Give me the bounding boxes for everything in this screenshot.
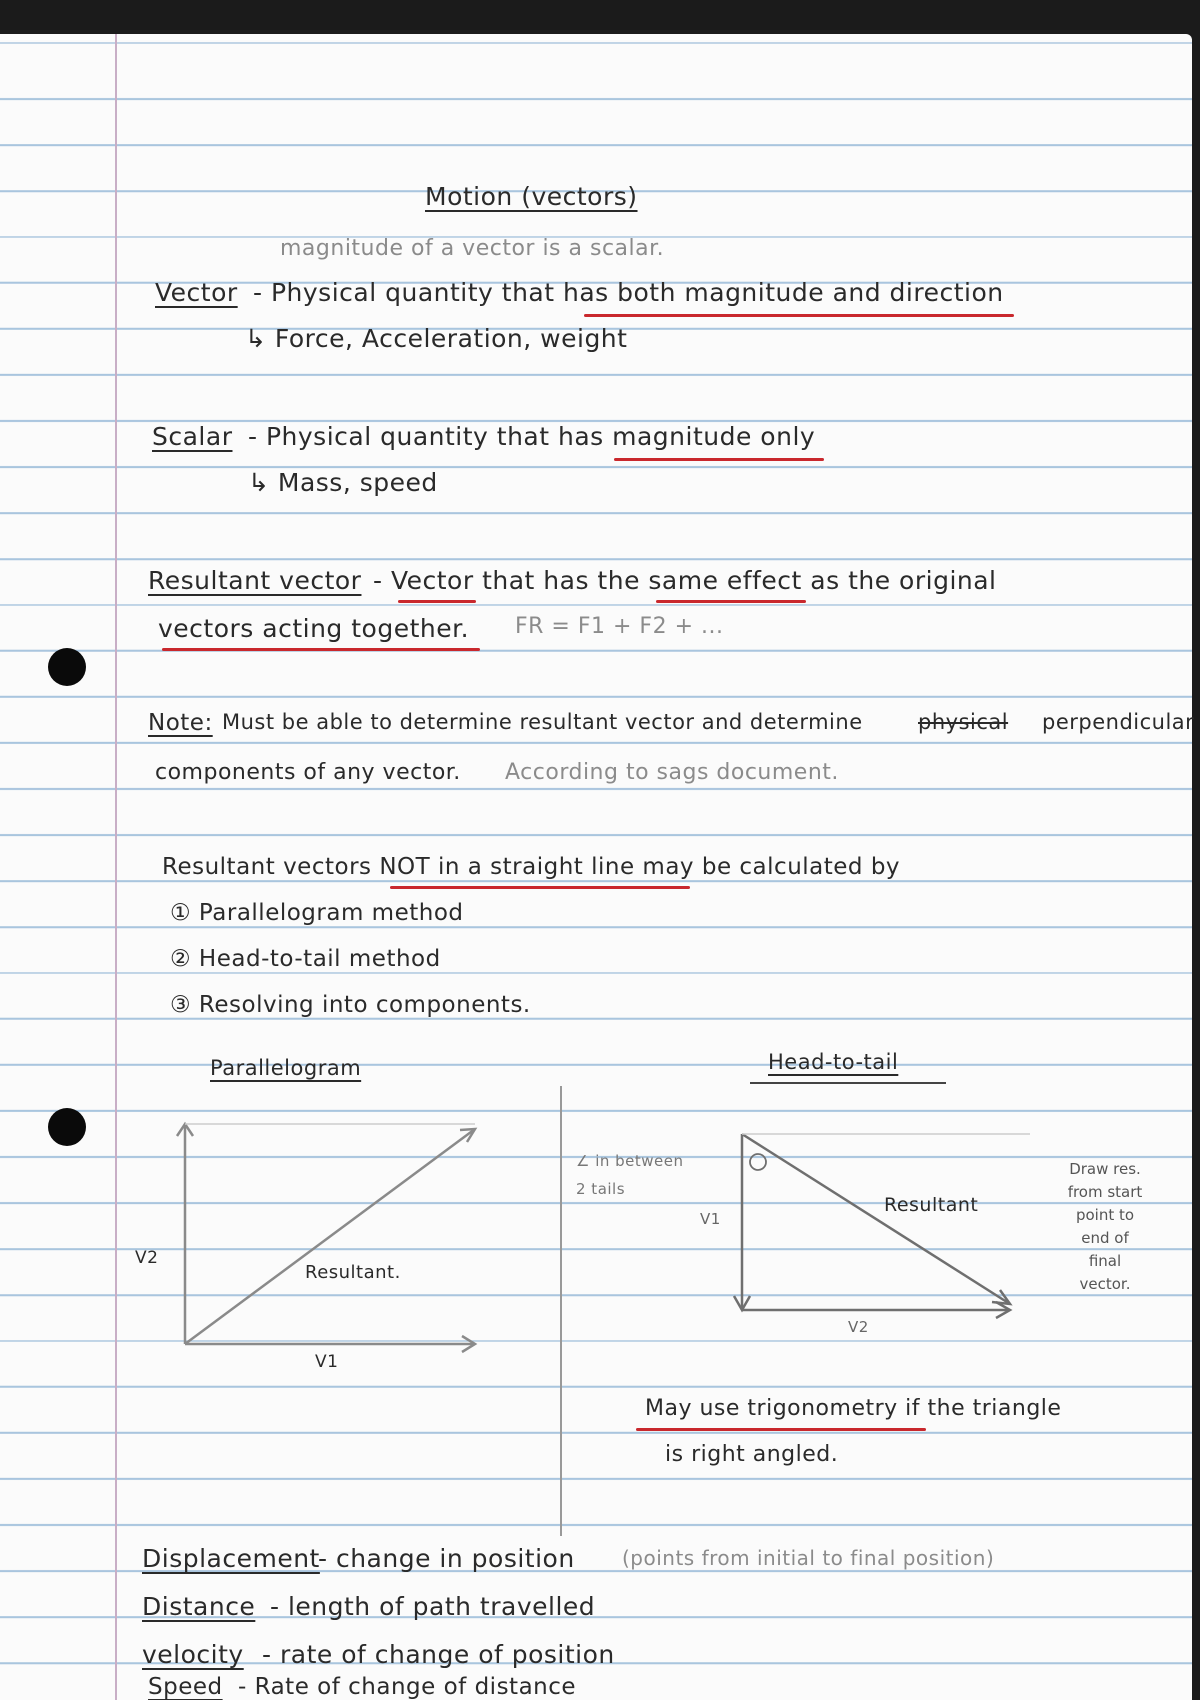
parallelogram-heading: Parallelogram bbox=[210, 1056, 362, 1080]
definition-text: - Rate of change of distance bbox=[238, 1674, 577, 1700]
scalar-examples: ↳ Mass, speed bbox=[248, 468, 438, 497]
note-struck-word: physical bbox=[918, 710, 1009, 734]
scalar-definition: - Physical quantity that has magnitude only bbox=[248, 422, 816, 451]
definition-term: Speed bbox=[148, 1674, 223, 1700]
resultant-formula: FR = F1 + F2 + ... bbox=[515, 614, 724, 639]
red-underline bbox=[656, 600, 806, 603]
label-v2: V2 bbox=[848, 1318, 869, 1336]
heading-underline bbox=[750, 1082, 946, 1084]
red-underline bbox=[584, 314, 1014, 317]
red-underline bbox=[162, 648, 480, 651]
side-note-line: from start bbox=[1067, 1183, 1143, 1201]
punch-hole bbox=[48, 1108, 86, 1146]
vector-examples: ↳ Force, Acceleration, weight bbox=[245, 324, 628, 353]
red-underline bbox=[398, 600, 476, 603]
definition-text: - length of path travelled bbox=[270, 1592, 596, 1621]
red-underline bbox=[390, 886, 690, 889]
resultant-vector bbox=[742, 1134, 1010, 1304]
head-to-tail-heading: Head-to-tail bbox=[768, 1050, 899, 1074]
note-line2: components of any vector. bbox=[155, 760, 461, 785]
definition-text: - rate of change of position bbox=[262, 1640, 615, 1669]
resultant-term: Resultant vector bbox=[148, 566, 362, 595]
angle-note: ∠ in between bbox=[576, 1152, 684, 1170]
methods-intro: Resultant vectors NOT in a straight line may be calculated by bbox=[162, 854, 901, 880]
note-line2-faint: According to sags document. bbox=[505, 760, 839, 785]
red-underline bbox=[614, 458, 824, 461]
note-label: Note: bbox=[148, 710, 213, 736]
note-line1: Must be able to determine resultant vector and determine bbox=[222, 710, 863, 734]
method-item: ① Parallelogram method bbox=[170, 900, 464, 926]
side-note-line: point to bbox=[1075, 1206, 1135, 1224]
vector-term: Vector bbox=[155, 278, 238, 307]
method-item: ③ Resolving into components. bbox=[170, 992, 531, 1018]
head-to-tail-diagram bbox=[700, 1124, 1040, 1344]
label-v2: V2 bbox=[135, 1248, 159, 1268]
definition-term: Distance bbox=[142, 1592, 256, 1621]
trig-line1: May use trigonometry if the triangle bbox=[645, 1396, 1062, 1421]
definition-text: - change in position bbox=[318, 1544, 575, 1573]
punch-hole bbox=[48, 648, 86, 686]
side-note-line: end of bbox=[1081, 1229, 1129, 1247]
side-note bbox=[1040, 1158, 1170, 1296]
vertical-divider bbox=[560, 1086, 562, 1536]
label-v1: V1 bbox=[700, 1210, 721, 1228]
label-resultant: Resultant bbox=[884, 1194, 979, 1216]
side-note-line: Draw res. bbox=[1069, 1160, 1141, 1178]
red-underline bbox=[636, 1428, 926, 1431]
resultant-vector bbox=[185, 1129, 475, 1344]
method-item: ② Head-to-tail method bbox=[170, 946, 441, 972]
margin-line bbox=[115, 34, 117, 1700]
vector-definition: - Physical quantity that has both magnitude and direction bbox=[253, 278, 1004, 307]
resultant-line2: vectors acting together. bbox=[158, 614, 470, 643]
label-v1: V1 bbox=[315, 1352, 339, 1372]
notebook-page bbox=[0, 34, 1195, 1700]
angle-note: 2 tails bbox=[576, 1180, 626, 1198]
resultant-line1: - Vector that has the same effect as the original bbox=[373, 566, 997, 595]
parallelogram-diagram bbox=[140, 1114, 500, 1374]
label-resultant: Resultant. bbox=[305, 1262, 401, 1283]
scalar-term: Scalar bbox=[152, 422, 233, 451]
definition-faint: (points from initial to final position) bbox=[622, 1546, 995, 1570]
angle-marker bbox=[750, 1154, 766, 1170]
trig-line2: is right angled. bbox=[665, 1442, 839, 1467]
page-title: Motion (vectors) bbox=[425, 182, 638, 211]
definition-term: velocity bbox=[142, 1640, 244, 1669]
magnitude-note: magnitude of a vector is a scalar. bbox=[280, 236, 665, 261]
note-line1-end: perpendicular bbox=[1042, 710, 1195, 734]
side-note-line: final bbox=[1088, 1252, 1122, 1270]
side-note-line: vector. bbox=[1079, 1275, 1131, 1293]
definition-term: Displacement bbox=[142, 1544, 320, 1573]
